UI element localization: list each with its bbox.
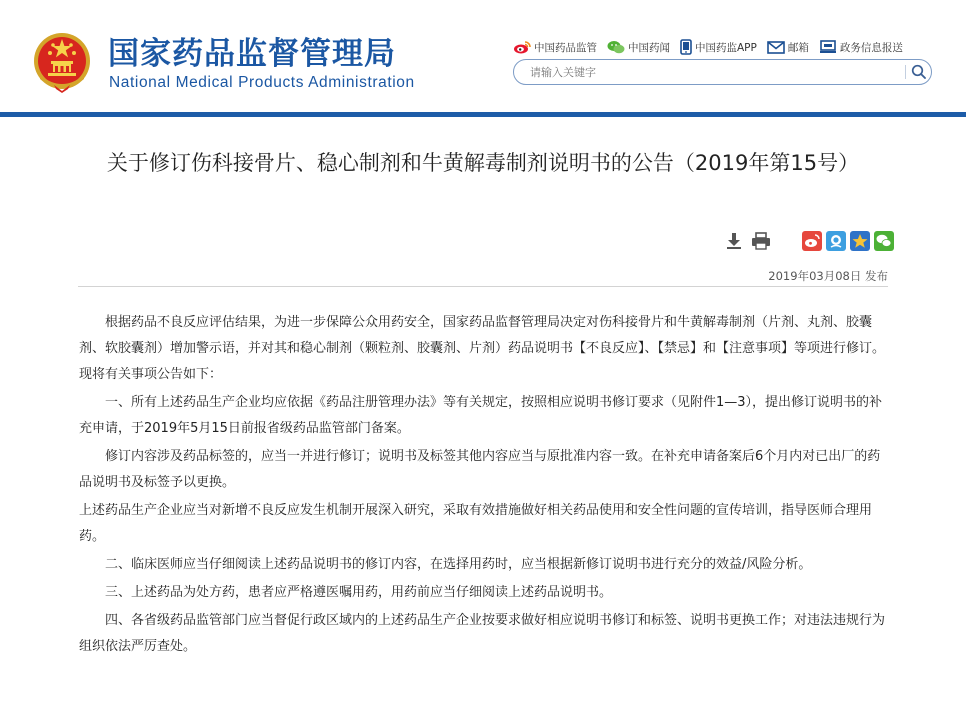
report-icon	[819, 40, 837, 54]
publish-info	[600, 268, 888, 284]
paragraph-4: 上述药品生产企业应当对新增不良反应发生机制开展深入研究，采取有效措施做好相关药品使用和安全性问题的宣传培训，指导医师合理用药。	[79, 503, 873, 544]
link-wechat-label: 中国药闻	[628, 41, 670, 54]
link-mail[interactable]	[767, 40, 809, 55]
mail-icon	[767, 41, 785, 54]
weibo-icon	[513, 40, 531, 54]
publish-date: 2019年03月08日	[768, 269, 862, 283]
paragraph-1: 根据药品不良反应评估结果，为进一步保障公众用药安全，国家药品监督管理局决定对伤科接骨片和牛黄解毒制剂（片剂、丸剂、胶囊剂、软胶囊剂）增加警示语，并对其和稳心制剂（颗粒剂、胶囊剂、片剂）药品说明书【不良反应】、【禁忌】和【注意事项】等项进行修订。现将有关事项公告如下：	[79, 315, 886, 382]
national-emblem-icon[interactable]	[32, 31, 92, 93]
article-title: 关于修订伤科接骨片、稳心制剂和牛黄解毒制剂说明书的公告（2019年第15号）	[106, 151, 860, 175]
article-body	[79, 310, 891, 662]
header-divider-bar	[0, 112, 966, 117]
search-input[interactable]	[528, 62, 888, 82]
print-icon[interactable]	[750, 231, 772, 251]
paragraph-5: 二、临床医师应当仔细阅读上述药品说明书的修订内容，在选择用药时，应当根据新修订说明书进行充分的效益/风险分析。	[105, 557, 812, 572]
link-weibo-label: 中国药品监管	[534, 41, 597, 54]
link-app-label: 中国药监APP	[695, 41, 757, 54]
search-divider	[905, 65, 906, 79]
link-report[interactable]	[819, 40, 903, 55]
paragraph-2: 一、所有上述药品生产企业均应依据《药品注册管理办法》等有关规定，按照相应说明书修订要求（见附件1—3），提出修订说明书的补充申请，于2019年5月15日前报省级药品监管部门备案。	[79, 395, 883, 436]
link-mail-label: 邮箱	[787, 41, 809, 54]
site-name-en[interactable]: National Medical Products Administration	[109, 74, 415, 91]
paragraph-3: 修订内容涉及药品标签的，应当一并进行修订；说明书及标签其他内容应当与原批准内容一致。在补充申请备案后6个月内对已出厂的药品说明书及标签予以更换。	[79, 449, 881, 490]
share-favorite-icon[interactable]	[850, 231, 870, 251]
download-icon[interactable]	[724, 231, 744, 251]
link-weibo[interactable]	[513, 40, 597, 55]
search-icon[interactable]	[910, 63, 928, 81]
wechat-icon	[607, 40, 625, 54]
link-wechat[interactable]	[607, 40, 670, 55]
link-report-label: 政务信息报送	[839, 41, 903, 54]
share-qzone-icon[interactable]	[826, 231, 846, 251]
publish-label: 发布	[865, 269, 888, 283]
link-app[interactable]	[680, 39, 757, 55]
site-header	[0, 0, 966, 112]
site-name-cn[interactable]: 国家药品监督管理局	[108, 36, 396, 72]
article-divider	[78, 286, 888, 287]
paragraph-7: 四、各省级药品监管部门应当督促行政区域内的上述药品生产企业按要求做好相应说明书修订和标签、说明书更换工作；对违法违规行为组织依法严厉查处。	[79, 613, 886, 654]
share-weibo-icon[interactable]	[802, 231, 822, 251]
paragraph-6: 三、上述药品为处方药，患者应严格遵医嘱用药，用药前应当仔细阅读上述药品说明书。	[105, 585, 613, 600]
article-tools	[724, 230, 894, 252]
top-links	[513, 37, 913, 57]
search-box	[513, 59, 932, 85]
mobile-app-icon	[680, 39, 692, 55]
share-wechat-icon[interactable]	[874, 231, 894, 251]
